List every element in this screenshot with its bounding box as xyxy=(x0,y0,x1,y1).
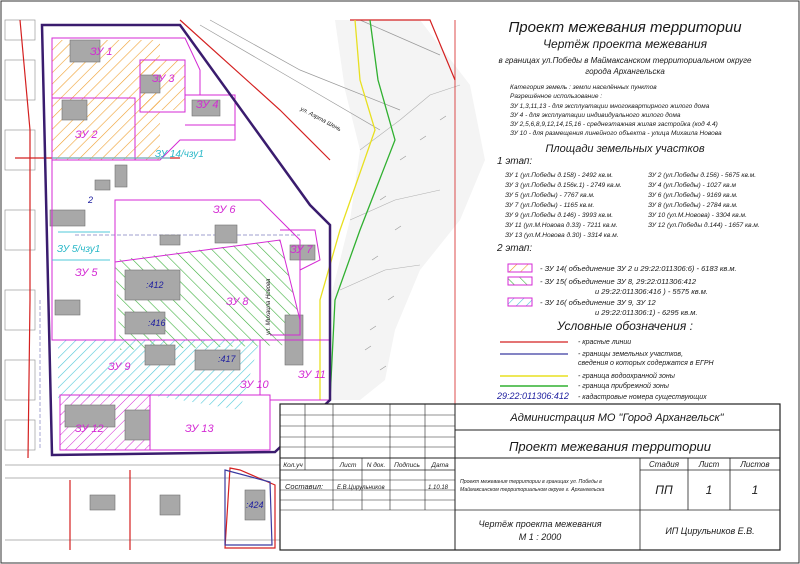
location-line: в границах ул.Победы в Маймаксанском территориальном округе xyxy=(498,56,752,65)
sheet-subtitle: Чертёж проекта межевания xyxy=(542,37,708,51)
stage2-item: - ЗУ 15( объединение ЗУ 8, 29:22:011306:412 xyxy=(540,277,697,286)
area-item: ЗУ 13 (ул.М.Новова д.30) - 3314 кв.м. xyxy=(505,232,619,239)
stamp-sheet-label: Лист xyxy=(698,460,720,469)
parcel-label: ЗУ 9 xyxy=(108,361,131,373)
stamp-org: Администрация МО "Город Архангельск" xyxy=(510,412,724,424)
stamp-stage-label: Стадия xyxy=(649,460,679,469)
parcel-label: ЗУ 10 xyxy=(240,379,269,391)
stamp-date: 1.10.18 xyxy=(428,485,449,491)
areas-heading: Площади земельных участков xyxy=(545,143,705,155)
stamp-sheets-label: Листов xyxy=(740,460,770,469)
stamp-col-header: Дата xyxy=(431,462,449,469)
legend-item: - красные линии xyxy=(578,339,632,346)
legend-item: - граница прибрежной зоны xyxy=(578,383,669,390)
stamp-col-header: Подпись xyxy=(394,462,420,469)
area-item: ЗУ 1 (ул.Победы д.158) - 2492 кв.м. xyxy=(505,172,614,179)
parcel-label: ЗУ 13 xyxy=(185,423,214,435)
stage2-item: и 29:22:011306:416 ) - 5575 кв.м. xyxy=(595,287,708,296)
legend-cadastral-sample: 29:22:011306:412 xyxy=(497,391,569,401)
stamp-description: Маймаксанском территориальном округе г. Архангельска xyxy=(460,487,605,493)
cadastral-number: :412 xyxy=(146,280,164,290)
usage-notes xyxy=(510,84,722,137)
parcel-label: ЗУ 12 xyxy=(75,423,104,435)
stage2-label: 2 этап: xyxy=(497,243,533,254)
road-label: ул. Аэрта Шень xyxy=(299,106,342,133)
stamp-stage-value: ПП xyxy=(655,483,673,497)
stamp-author: Е.В.Цирульников xyxy=(337,485,385,491)
legend xyxy=(496,339,715,401)
stamp-scale: М 1 : 2000 xyxy=(518,532,562,542)
stage1-label: 1 этап: xyxy=(497,156,533,167)
note-line: Категория земель : земли населённых пунктов xyxy=(510,84,657,91)
cadastral-number: 2 xyxy=(88,195,94,205)
area-item: ЗУ 7 (ул.Победы) - 1165 кв.м. xyxy=(505,202,595,209)
parcel-label: ЗУ 11 xyxy=(298,369,326,381)
legend-swatch-zu15 xyxy=(508,277,532,285)
stamp-col-header: N док. xyxy=(366,462,386,469)
legend-swatch-zu14 xyxy=(508,264,532,272)
parcel-label: ЗУ 5 xyxy=(75,267,98,279)
area-item: ЗУ 10 (ул.М.Новова) - 3304 кв.м. xyxy=(648,212,747,219)
stamp-role: Составил: xyxy=(285,482,324,491)
note-line: Разрешённое использование : xyxy=(510,93,603,100)
parcel-label-subzone: ЗУ 5/чзу1 xyxy=(57,244,101,255)
stage2-item: и 29:22:011306:1) - 6295 кв.м. xyxy=(595,308,698,317)
area-item: ЗУ 6 (ул.Победы) - 9169 кв.м. xyxy=(648,192,738,199)
parcel-label: ЗУ 1 xyxy=(90,46,113,58)
area-item: ЗУ 9 (ул.Победы д.146) - 3993 кв.м. xyxy=(505,212,614,219)
stamp-project: Проект межевания территории xyxy=(508,439,712,454)
parcel-label: ЗУ 8 xyxy=(226,296,249,308)
area-item: ЗУ 3 (ул.Победы д.156к.1) - 2749 кв.м. xyxy=(505,182,622,189)
legend-item: - граница водоохранной зоны xyxy=(578,373,675,380)
stamp-sheets-value: 1 xyxy=(751,483,759,497)
note-line: ЗУ 2,5,6,8,9,12,14,15,16 - среднеэтажная жилая застройка (код 4.4) xyxy=(510,121,718,128)
area-item: ЗУ 11 (ул.М.Новова д.33) - 7211 кв.м. xyxy=(505,222,618,229)
location-line: города Архангельска xyxy=(585,67,665,76)
legend-swatch-zu16 xyxy=(508,298,532,306)
stage2-item: - ЗУ 14( объединение ЗУ 2 и 29:22:011306:6) - 6183 кв.м. xyxy=(540,264,737,273)
parcel-label: ЗУ 7 xyxy=(290,244,313,256)
stamp-contractor: ИП Цирульников Е.В. xyxy=(665,526,755,536)
parcel-label: ЗУ 6 xyxy=(213,204,236,216)
note-line: ЗУ 1,3,11,13 - для эксплуатации многоквартирного жилого дома xyxy=(510,103,710,110)
area-item: ЗУ 2 (ул.Победы д.156) - 5675 кв.м. xyxy=(648,172,757,179)
area-item: ЗУ 5 (ул.Победы) - 7767 кв.м. xyxy=(505,192,595,199)
stamp-col-header: Кол.уч xyxy=(283,462,303,469)
stage1-right-list xyxy=(648,171,760,229)
sheet-title: Проект межевания территории xyxy=(508,19,742,36)
stage1-left-list xyxy=(505,171,622,239)
stage2-item: - ЗУ 16( объединение ЗУ 9, ЗУ 12 xyxy=(540,298,656,307)
parcel-label: ЗУ 3 xyxy=(152,73,175,85)
legend-item: - кадастровые номера существующих xyxy=(578,394,707,401)
note-line: ЗУ 4 - для эксплуатации индивидуального жилого дома xyxy=(510,112,681,119)
cadastral-number: :424 xyxy=(246,500,264,510)
area-item: ЗУ 8 (ул.Победы) - 2784 кв.м. xyxy=(648,202,738,209)
parcel-label: ЗУ 4 xyxy=(196,99,219,111)
cadastral-number: :416 xyxy=(148,318,166,328)
legend-item: сведения о которых содержатся в ЕГРН xyxy=(578,360,714,367)
legend-heading: Условные обозначения : xyxy=(557,319,693,333)
cadastral-number: :417 xyxy=(218,354,236,364)
parcel-label: ЗУ 2 xyxy=(75,129,98,141)
stamp-drawing-name: Чертёж проекта межевания xyxy=(478,519,602,529)
stamp-sheet-value: 1 xyxy=(705,483,713,497)
street-label: ул. Михаила Новова xyxy=(266,278,272,335)
area-item: ЗУ 12 (ул.Победы д.144) - 1657 кв.м. xyxy=(648,222,760,229)
stamp-description: Проект межевания территории в границах ул. Победы в xyxy=(460,479,602,485)
stamp-col-header: Лист xyxy=(339,462,357,469)
area-item: ЗУ 4 (ул.Победы) - 1027 кв.м xyxy=(648,182,736,189)
legend-item: - границы земельных участков, xyxy=(578,351,684,358)
note-line: ЗУ 10 - для размещения линейного объекта - улица Михаила Новова xyxy=(510,130,722,137)
parcel-label-subzone: ЗУ 14/чзу1 xyxy=(155,149,204,160)
